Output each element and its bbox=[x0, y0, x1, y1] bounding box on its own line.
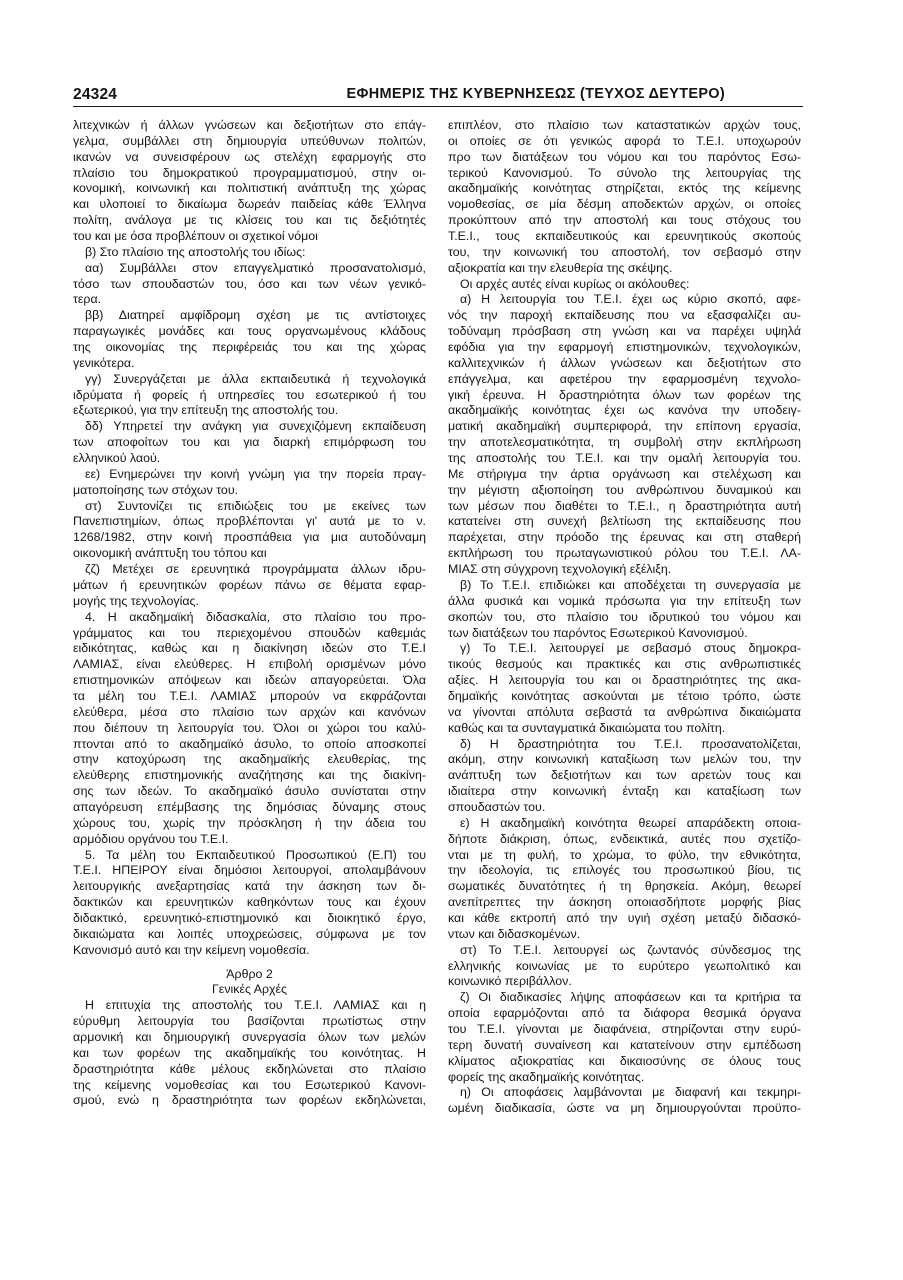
text-line: οι οποίες σε ότι γενικώς αφορά το Τ.Ε.Ι. υποχωρούν bbox=[448, 133, 801, 148]
text-line: Τ.Ε.Ι. ΗΠΕΙΡΟΥ είναι δημόσιοι λειτουργοί, απολαμβάνουν bbox=[73, 863, 426, 878]
text-line: καλλιτεχνικών ή άλλων γνώσεων και δεξιοτήτων στο bbox=[448, 355, 801, 370]
text-line: των μέσων που διαθέτει το Τ.Ε.Ι., η δραστηριότητα αυτή bbox=[448, 498, 801, 513]
text-line: γράμματος και του περιεχομένου σπουδών καθεμιάς bbox=[73, 625, 426, 640]
text-line: καθώς και τα συνταγματικά δικαιώματα του πολίτη. bbox=[448, 720, 726, 735]
text-line: των διατάξεων του παρόντος Εσωτερικού Κανονισμού. bbox=[448, 625, 748, 640]
text-line: παραγωγικές μονάδες και τους οργανωμένους κλάδους bbox=[73, 324, 426, 339]
text-line: πολίτη, ανάλογα με τις κλίσεις του και τις δεξιότητές bbox=[73, 213, 426, 228]
text-line: του, την κοινωνική του αποστολή, τον σεβασμό στην bbox=[448, 244, 801, 259]
text-line: στ) Το Τ.Ε.Ι. λειτουργεί ως ζωντανός σύνδεσμος της bbox=[460, 942, 801, 957]
text-line: των αποφοίτων του και για διαρκή επιμόρφωση του bbox=[73, 435, 426, 450]
text-line: ανάπτυξη των δεξιοτήτων και των αρετών τους και bbox=[448, 768, 801, 783]
text-line: τερη δυνατή συναίνεση και κατατείνουν στην εμπέδωση bbox=[448, 1037, 801, 1052]
text-line: λειτουργικής ανεξαρτησίας κατά την άσκηση των δι- bbox=[73, 879, 426, 894]
text-line: Με στήριγμα την άρτια οργάνωση και στελέχωση και bbox=[448, 466, 801, 481]
text-line: δραστηριότητα κάθε μέλους εκδηλώνεται στο πλαίσιο bbox=[73, 1061, 426, 1076]
text-line: μογής της τεχνολογίας. bbox=[73, 593, 199, 608]
text-line: διδακτικό, ερευνητικό-επιστημονικό και διοικητικό έργο, bbox=[73, 910, 426, 925]
text-line: αξιοκρατία και την ελευθερία της σκέψης. bbox=[448, 260, 673, 275]
text-line: ελεύθερης επιστημονικής αναζήτησης και της διακίνη- bbox=[73, 768, 426, 783]
page-number: 24324 bbox=[73, 86, 118, 103]
text-line: ντων και διδασκομένων. bbox=[448, 926, 581, 941]
text-line: ακαδημαϊκής κοινότητας έχει ως κανόνα την υποδειγ- bbox=[448, 403, 801, 418]
text-line: εε) Ενημερώνει την κοινή γνώμη για την πορεία πραγ- bbox=[85, 466, 426, 481]
text-line: ιδρύματα ή φορείς ή υπηρεσίες του εσωτερικού ή του bbox=[73, 387, 426, 402]
text-line: της οικονομίας της περιφέρειάς του και της χώρας bbox=[73, 340, 426, 355]
text-line: εύρυθμη λειτουργία του βασίζονται πρωτίστως στην bbox=[73, 1014, 426, 1029]
text-line: του και με όσα προβλέπουν οι σχετικοί νόμοι bbox=[73, 229, 318, 244]
text-line: οικονομική ανάπτυξη του τόπου και bbox=[73, 546, 267, 561]
text-line: εκπλήρωση του πρωταγωνιστικού ρόλου του Τ.Ε.Ι. ΛΑ- bbox=[448, 546, 801, 561]
text-line: η) Οι αποφάσεις λαμβάνονται με διαφανή και τεκμηρι- bbox=[460, 1085, 801, 1100]
text-line: εφόδια για την εφαρμογή επιστημονικών, τεχνολογικών, bbox=[448, 340, 801, 355]
text-line: ωμένη διαδικασία, ώστε να μη δημιουργούνται προϋπο- bbox=[448, 1101, 801, 1116]
text-line: ανεπίτρεπτες την άσκηση οποιασδήποτε μορφής βίας bbox=[448, 895, 801, 910]
text-line: αρμόδιου οργάνου του Τ.Ε.Ι. bbox=[73, 831, 229, 846]
text-line: ακόμη, στην κοινωνική καταξίωση των μελών του, την bbox=[448, 752, 801, 767]
text-line: σπουδαστών του. bbox=[448, 799, 546, 814]
text-line: ελληνικού λαού. bbox=[73, 451, 161, 466]
text-line: αξίες. Η λειτουργία του και οι δραστηριότητες της ακα- bbox=[448, 673, 801, 688]
text-line: φορείς της ακαδημαϊκής κοινότητας. bbox=[448, 1069, 645, 1084]
text-line: 5. Τα μέλη του Εκπαιδευτικού Προσωπικού (Ε.Π) του bbox=[85, 847, 426, 862]
article-heading: Άρθρο 2 bbox=[226, 966, 273, 981]
text-line: ΜΙΑΣ στη σύγχρονη τεχνολογική εξέλιξη. bbox=[448, 562, 672, 577]
text-line: να γίνονται απόλυτα σεβαστά τα ανθρώπινα δικαιώματα bbox=[448, 704, 801, 719]
text-line: επάγγελμα, και αφετέρου την εφαρμοσμένη τεχνολο- bbox=[448, 371, 801, 386]
text-line: λιτεχνικών ή άλλων γνώσεων και δεξιοτήτων στο επάγ- bbox=[73, 118, 426, 132]
text-line: τερικού Κανονισμού. Το σύνολο της λειτουργίας της bbox=[448, 165, 801, 180]
text-line: προκύπτουν από την αποστολή και τους στόχους του bbox=[448, 213, 801, 228]
text-line: σωματικές δυνατότητες ή τη θρησκεία. Ακόμη, θεωρεί bbox=[448, 879, 801, 894]
text-line: γενικότερα. bbox=[73, 355, 135, 370]
text-line: άλλα φυσικά και νομικά πρόσωπα για την επίτευξη των bbox=[448, 593, 801, 608]
text-line: Τ.Ε.Ι., τους εκπαιδευτικούς και ερευνητικούς σκοπούς bbox=[448, 229, 801, 244]
text-line: μάτων ή ερευνητικών φορέων πάνω σε θέματα εφαρ- bbox=[73, 577, 426, 592]
text-line: 4. Η ακαδημαϊκή διδασκαλία, στο πλαίσιο του προ- bbox=[85, 609, 426, 624]
text-line: γική έρευνα. Η δραστηριότητα όλων των φορέων της bbox=[448, 387, 801, 402]
page-header bbox=[73, 86, 803, 106]
text-line: τικούς θεσμούς και πρακτικές και στις ανθρωπιστικές bbox=[448, 657, 801, 672]
section-gap bbox=[73, 959, 426, 967]
gazette-title: ΕΦΗΜΕΡΙΣ ΤΗΣ ΚΥΒΕΡΝΗΣΕΩΣ (ΤΕΥΧΟΣ ΔΕΥΤΕΡΟ) bbox=[346, 86, 725, 102]
text-line: νομοθεσίας, σε μία δέσμη αποδεκτών αρχών, οι οποίες bbox=[448, 197, 801, 212]
text-line: σης των ιδεών. Το ακαδημαϊκό άσυλο συνίσταται στην bbox=[73, 784, 426, 799]
text-line: δακτικών και ερευνητικών καθηκόντων τους και έχουν bbox=[73, 895, 426, 910]
text-line: τοδύναμη πρόσβαση στη γνώση και να παρέχει υψηλά bbox=[448, 324, 801, 339]
text-line: δήποτε διάκριση, όπως, ενδεικτικά, αυτές που σχετίζο- bbox=[448, 831, 801, 846]
text-line: προ των διατάξεων του νόμου και του παρόντος Εσω- bbox=[448, 149, 801, 164]
text-line: ειδικότητας, καθώς και η διακίνηση ιδεών στο Τ.Ε.Ι bbox=[73, 641, 426, 656]
text-line: επιπλέον, στο πλαίσιο των καταστατικών αρχών τους, bbox=[448, 118, 801, 132]
text-line: Η επιτυχία της αποστολής του Τ.Ε.Ι. ΛΑΜΙΑΣ και η bbox=[85, 998, 426, 1013]
text-line: και κάθε εκτροπή από την υγιή σχέση μεταξύ διδασκό- bbox=[448, 910, 801, 925]
text-line: Κανονισμό αυτό και την κείμενη νομοθεσία. bbox=[73, 942, 310, 957]
text-line: στην κατοχύρωση της ακαδημαϊκής ελευθερίας, της bbox=[73, 752, 426, 767]
text-line: Πανεπιστημίων, όπως προβλέπονται γι' αυτά με το ν. bbox=[73, 514, 426, 529]
text-line: δδ) Υπηρετεί την ανάγκη για συνεχιζόμενη εκπαίδευση bbox=[85, 419, 426, 434]
text-line: απαγόρευση επέμβασης της δημόσιας δύναμης στους bbox=[73, 799, 426, 814]
text-line: τα μέλη του Τ.Ε.Ι. ΛΑΜΙΑΣ μπορούν να εκφράζονται bbox=[73, 688, 426, 703]
text-line: την ιδεολογία, τις επιλογές του προσωπικού βίου, τις bbox=[448, 863, 801, 878]
text-line: ματοποίησης των στόχων του. bbox=[73, 482, 239, 497]
text-line: πλαίσιο του δημοκρατικού προγραμματισμού, στην οι- bbox=[73, 165, 426, 180]
header-rule bbox=[73, 106, 803, 107]
text-line: και υλοποιεί το δικαίωμα δωρεάν παιδείας κάθε Έλληνα bbox=[73, 197, 426, 212]
text-line: ελεύθερα, μέσα στο πλαίσιο των αρχών και κανόνων bbox=[73, 704, 426, 719]
text-line: γελμα, συμβάλλει στη δημιουργία υπεύθυνων πολιτών, bbox=[73, 133, 426, 148]
text-line: του Τ.Ε.Ι. γίνονται με διαφάνεια, στηρίζονται στην ευρύ- bbox=[448, 1021, 801, 1036]
text-line: παρέχεται, στην πρόοδο της έρευνας και στη σταθερή bbox=[448, 530, 801, 545]
text-line: ε) Η ακαδημαϊκή κοινότητα θεωρεί απαράδεκτη οποια- bbox=[460, 815, 801, 830]
text-line: σμού, ενώ η δραστηριότητα των φορέων εκδηλώνεται, bbox=[73, 1093, 426, 1108]
text-line: κλίματος αξιοκρατίας και δικαιοσύνης σε όλους τους bbox=[448, 1053, 801, 1068]
text-line: γ) Το Τ.Ε.Ι. λειτουργεί με σεβασμό στους δημοκρα- bbox=[460, 641, 801, 656]
text-line: δ) Η δραστηριότητα του Τ.Ε.Ι. προσανατολίζεται, bbox=[460, 736, 801, 751]
text-line: οποία εφαρμόζονται από τα διάφορα θεσμικά όργανα bbox=[448, 1006, 801, 1021]
text-line: ΛΑΜΙΑΣ, είναι ελεύθερες. Η επιβολή ορισμένων μόνο bbox=[73, 657, 426, 672]
text-line: και των φορέων της ακαδημαϊκής του κοινότητας. Η bbox=[73, 1045, 426, 1060]
text-line: β) Στο πλαίσιο της αποστολής του ιδίως: bbox=[85, 244, 306, 259]
text-line: κατατείνει στη συνεχή βελτίωση της εκπαίδευσης που bbox=[448, 514, 801, 529]
left-column bbox=[73, 118, 426, 1109]
text-line: νται με τη φυλή, το χρώμα, το φύλο, την εθνικότητα, bbox=[448, 847, 801, 862]
text-line: ββ) Διατηρεί αμφίδρομη σχέση με τις αντίστοιχες bbox=[85, 308, 426, 323]
text-line: Οι αρχές αυτές είναι κυρίως οι ακόλουθες: bbox=[460, 276, 690, 291]
text-line: πτονται από το ακαδημαϊκό άσυλο, το οποίο αποσκοπεί bbox=[73, 736, 426, 751]
text-line: β) Το Τ.Ε.Ι. επιδιώκει και αποδέχεται τη συνεργασία με bbox=[460, 577, 801, 592]
text-line: 1268/1982, στην κοινή προσπάθεια για μια αυτοδύναμη bbox=[73, 530, 426, 545]
text-line: ζ) Οι διαδικασίες λήψης αποφάσεων και τα κριτήρια τα bbox=[460, 990, 801, 1005]
text-line: χώρους του, χωρίς την πρόσκληση ή την άδεια του bbox=[73, 815, 426, 830]
text-line: κοινωνικό περιβάλλον. bbox=[448, 974, 572, 989]
text-line: δικαιώματα και λοιπές υποχρεώσεις, σύμφωνα με τον bbox=[73, 926, 426, 941]
text-line: τερα. bbox=[73, 292, 102, 307]
text-line: που διέπουν τη λειτουργία του. Όλοι οι χώροι του καλύ- bbox=[73, 720, 426, 735]
text-line: επιστημονικών απόψεων και ιδεών απαγορεύεται. Όλα bbox=[73, 673, 426, 688]
text-line: ζζ) Μετέχει σε ερευνητικά προγράμματα άλλων ιδρυ- bbox=[85, 562, 426, 577]
text-line: ακαδημαϊκής κοινότητας στηρίζεται, εκτός της κείμενης bbox=[448, 181, 801, 196]
text-line: αρμονική και δημιουργική συνεργασία όλων των μελών bbox=[73, 1029, 426, 1044]
text-line: εξωτερικού, για την επίτευξη της αποστολής του. bbox=[73, 403, 339, 418]
text-line: την αποτελεσματικότητα, τη συμβολή στην εκπλήρωση bbox=[448, 435, 801, 450]
text-line: ικανών να συνεισφέρουν ως στελέχη εφαρμογής στο bbox=[73, 149, 426, 164]
text-line: ματική ακαδημαϊκή συμπεριφορά, την επίπονη εργασία, bbox=[448, 419, 801, 434]
text-line: της κείμενης νομοθεσίας και του Εσωτερικού Κανονι- bbox=[73, 1077, 426, 1092]
text-line: αα) Συμβάλλει στον επαγγελματικό προσανατολισμό, bbox=[85, 260, 426, 275]
article-heading: Γενικές Αρχές bbox=[211, 982, 288, 997]
text-line: σκοπών του, στο πλαίσιο του ιδρυτικού του νόμου και bbox=[448, 609, 801, 624]
text-line: ιδιαίτερα στην κοινωνική ένταξη και καταξίωση των bbox=[448, 784, 801, 799]
text-line: νός την παροχή εκπαίδευσης που να εξασφαλίζει αυ- bbox=[448, 308, 801, 323]
text-line: α) Η λειτουργία του Τ.Ε.Ι. έχει ως κύριο σκοπό, αφε- bbox=[460, 292, 801, 307]
text-line: κονομική, κοινωνική και πολιτιστική ανάπτυξη της χώρας bbox=[73, 181, 426, 196]
text-line: ελληνικής κοινωνίας με το ευρύτερο γεωπολιτικό και bbox=[448, 958, 801, 973]
text-line: στ) Συντονίζει τις επιδιώξεις του με εκείνες των bbox=[85, 498, 426, 513]
text-line: γγ) Συνεργάζεται με άλλα εκπαιδευτικά ή τεχνολογικά bbox=[85, 371, 426, 386]
text-line: της αποστολής του Τ.Ε.Ι. και την ομαλή λειτουργία του. bbox=[448, 451, 801, 466]
right-column bbox=[448, 118, 801, 1117]
text-line: τόσο των σπουδαστών του, όσο και των νέων γενικό- bbox=[73, 276, 426, 291]
text-line: δημαϊκής κοινότητας ασκούνται με τέτοιο τρόπο, ώστε bbox=[448, 688, 801, 703]
text-line: την μέγιστη αξιοποίηση του ανθρώπινου δυναμικού και bbox=[448, 482, 801, 497]
